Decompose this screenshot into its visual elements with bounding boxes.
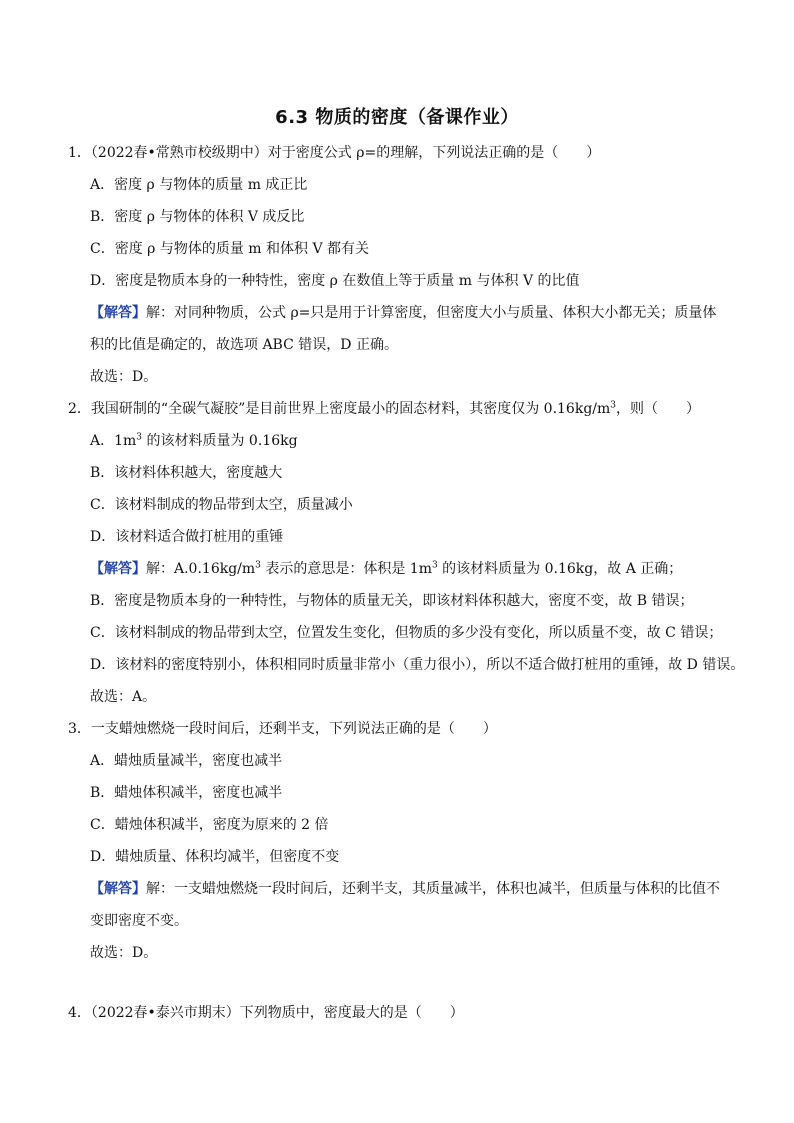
q2-answer-text: 的该材料质量为 0.16kg，故 A 正确； bbox=[437, 561, 683, 577]
q3-answer-line-2: 变即密度不变。 bbox=[90, 913, 188, 929]
superscript: 3 bbox=[136, 432, 143, 443]
q2-answer-text: 解：A.0.16kg/m bbox=[146, 561, 256, 577]
q3-option-b: B．蜡烛体积减半，密度也减半 bbox=[90, 785, 283, 801]
q1-answer-text: 解：对同种物质，公式 ρ=只是用于计算密度，但密度大小与质量、体积大小都无关；质量体 bbox=[146, 305, 717, 321]
q2-answer-line-1 bbox=[90, 559, 682, 579]
q3-answer-line-1 bbox=[90, 879, 720, 899]
q1-choice: 故选：D。 bbox=[90, 369, 158, 385]
q2-option-d: D．该材料适合做打桩用的重锤 bbox=[90, 529, 284, 545]
q1-option-d: D．密度是物质本身的一种特性，密度 ρ 在数值上等于质量 m 与体积 V 的比值 bbox=[90, 273, 580, 289]
q2-answer-line-4: D．该材料的密度特别小，体积相同时质量非常小（重力很小），所以不适合做打桩用的重锤，故 D 错误。 bbox=[90, 657, 745, 673]
question-1-stem: 1．（2022春•常熟市校级期中）对于密度公式 ρ=的理解，下列说法正确的是（ ） bbox=[68, 145, 601, 161]
question-3-stem: 3．一支蜡烛燃烧一段时间后，还剩半支，下列说法正确的是（ ） bbox=[68, 721, 497, 737]
page-title: 6.3 物质的密度（备课作业） bbox=[275, 107, 519, 128]
question-2-stem bbox=[68, 399, 700, 419]
q2-option-a-tail: 的该材料质量为 0.16kg bbox=[142, 433, 298, 449]
superscript: 3 bbox=[255, 560, 261, 571]
q2-stem-text: 2．我国研制的“全碳气凝胶”是目前世界上密度最小的固态材料，其密度仅为 0.16kg/m bbox=[68, 401, 611, 417]
q1-answer-line-2: 积的比值是确定的，故选项 ABC 错误，D 正确。 bbox=[90, 337, 398, 353]
q2-option-a-text: A．1m bbox=[90, 433, 137, 449]
q3-option-c: C．蜡烛体积减半，密度为原来的 2 倍 bbox=[90, 817, 329, 833]
q3-choice: 故选：D。 bbox=[90, 945, 158, 961]
q2-choice: 故选：A。 bbox=[90, 689, 157, 705]
q1-option-b: B．密度 ρ 与物体的体积 V 成反比 bbox=[90, 209, 305, 225]
q2-answer-text: 表示的意思是：体积是 1m bbox=[260, 561, 432, 577]
q2-option-c: C．该材料制成的物品带到太空，质量减小 bbox=[90, 497, 353, 513]
q1-option-a: A．密度 ρ 与物体的质量 m 成正比 bbox=[90, 177, 308, 193]
q1-option-c: C．密度 ρ 与物体的质量 m 和体积 V 都有关 bbox=[90, 241, 370, 257]
q1-answer-line-1 bbox=[90, 303, 716, 323]
answer-tag: 【解答】 bbox=[90, 881, 146, 897]
q2-stem-tail: ，则（ ） bbox=[616, 401, 701, 417]
question-4-stem: 4．（2022春•泰兴市期末）下列物质中，密度最大的是（ ） bbox=[68, 1005, 464, 1021]
q2-answer-line-2: B．密度是物质本身的一种特性，与物体的质量无关，即该材料体积越大，密度不变，故 B 错误； bbox=[90, 593, 694, 609]
q2-option-a bbox=[90, 431, 298, 451]
answer-tag: 【解答】 bbox=[90, 561, 146, 577]
q3-option-a: A．蜡烛质量减半，密度也减半 bbox=[90, 753, 283, 769]
superscript: 3 bbox=[610, 400, 617, 411]
q2-option-b: B．该材料体积越大，密度越大 bbox=[90, 465, 283, 481]
q3-answer-text: 解：一支蜡烛燃烧一段时间后，还剩半支，其质量减半，体积也减半，但质量与体积的比值不 bbox=[146, 881, 720, 897]
superscript: 3 bbox=[432, 560, 438, 571]
answer-tag: 【解答】 bbox=[90, 305, 146, 321]
q3-option-d: D．蜡烛质量、体积均减半，但密度不变 bbox=[90, 849, 340, 865]
q2-answer-line-3: C．该材料制成的物品带到太空，位置发生变化，但物质的多少没有变化，所以质量不变，故 C 错误； bbox=[90, 625, 723, 641]
